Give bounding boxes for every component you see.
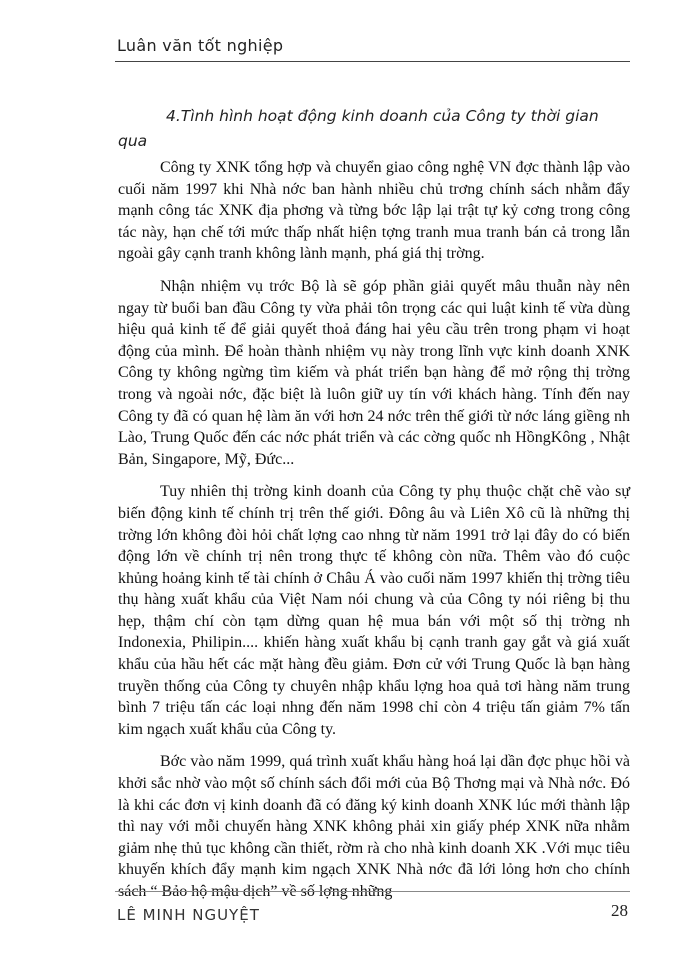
running-header-title: Luân văn tốt nghiệp [117, 36, 284, 55]
paragraph: Nhận nhiệm vụ trớc Bộ là sẽ góp phần giải quyết mâu thuẫn này nên ngay từ buổi ban đầu Công ty vừa phải tôn trọng các qui luật kinh tế vừa dùng hiệu quả kinh tế để giải quyết thoả đáng hai yêu cầu trên trong phạm vi hoạt động của mình. Để hoàn thành nhiệm vụ này trong lĩnh vực kinh doanh XNK Công ty không ngừng tìm kiếm và phát triển bạn hàng để mở rộng thị trờng trong và ngoài nớc, đặc biệt là luôn giữ uy tín với khách hàng. Tính đến nay Công ty đã có quan hệ làm ăn với hơn 24 nớc trên thế giới từ nớc láng giềng nh Lào, Trung Quốc đến các nớc phát triển và các cờng quốc nh HồngKông , Nhật Bản, Singapore, Mỹ, Đức... [118, 277, 630, 468]
page-number: 28 [611, 901, 628, 920]
section-heading: 4.Tình hình hoạt động kinh doanh của Công ty thời gian qua [118, 107, 599, 150]
footer-author-name: LÊ MINH NGUYỆT [117, 906, 260, 924]
header-divider [115, 61, 630, 62]
footer-divider [115, 891, 630, 892]
paragraph: Bớc vào năm 1999, quá trình xuất khẩu hàng hoá lại dần đợc phục hồi và khởi sắc nhờ vào một số chính sách đổi mới của Bộ Thơng mại và Nhà nớc. Đó là khi các đơn vị kinh doanh đã có đăng ký kinh doanh XNK lúc mới thành lập thì nay với mỗi chuyến hàng XNK không phải xin giấy phép XNK nữa nhằm giảm nhẹ thủ tục không cần thiết, rờm rà cho nhà kinh doanh XK .Với mục tiêu khuyến khích đẩy mạnh kim ngạch XNK Nhà nớc đã lới lỏng hơn cho chính sách “ Bảo hộ mậu dịch” về số lợng những [118, 753, 630, 900]
body-text [118, 157, 630, 914]
paragraph: Tuy nhiên thị trờng kinh doanh của Công ty phụ thuộc chặt chẽ vào sự biến động kinh tế chính trị trên thế giới. Đông âu và Liên Xô cũ là những thị trờng lớn không đòi hỏi chất lợng cao nhng từ năm 1991 trở lại đây do có biến động lớn về chính trị nên trong thực tế không còn nữa. Thêm vào đó cuộc khủng hoảng kinh tế tài chính ở Châu Á vào cuối năm 1997 khiến thị trờng tiêu thụ hàng xuất khẩu của Việt Nam nói chung và của Công ty nói riêng bị thu hẹp, thậm chí còn tạm dừng quan hệ mua bán với một số thị trờng nh Indonexia, Philipin.... khiến hàng xuất khẩu bị cạnh tranh gay gắt và giá xuất khẩu của hầu hết các mặt hàng đều giảm. Đơn cử với Trung Quốc là bạn hàng truyền thống của Công ty chuyên nhập khẩu lợng hoa quả tơi hàng năm trung bình 7 triệu tấn các loại nhng đến năm 1998 chỉ còn 4 triệu tấn giảm 7% tấn kim ngạch xuất khẩu của Công ty. [118, 483, 630, 738]
paragraph: Công ty XNK tổng hợp và chuyển giao công nghệ VN đợc thành lập vào cuối năm 1997 khi Nhà nớc ban hành nhiều chủ trơng chính sách nhằm đẩy mạnh công tác XNK địa phơng và từng bớc lập lại trật tự kỷ cơng trong công tác này, hạn chế tới mức thấp nhất hiện tợng tranh mua tranh bán cả trong lẫn ngoài gây cạnh tranh không lành mạnh, phá giá thị trờng. [118, 159, 630, 263]
